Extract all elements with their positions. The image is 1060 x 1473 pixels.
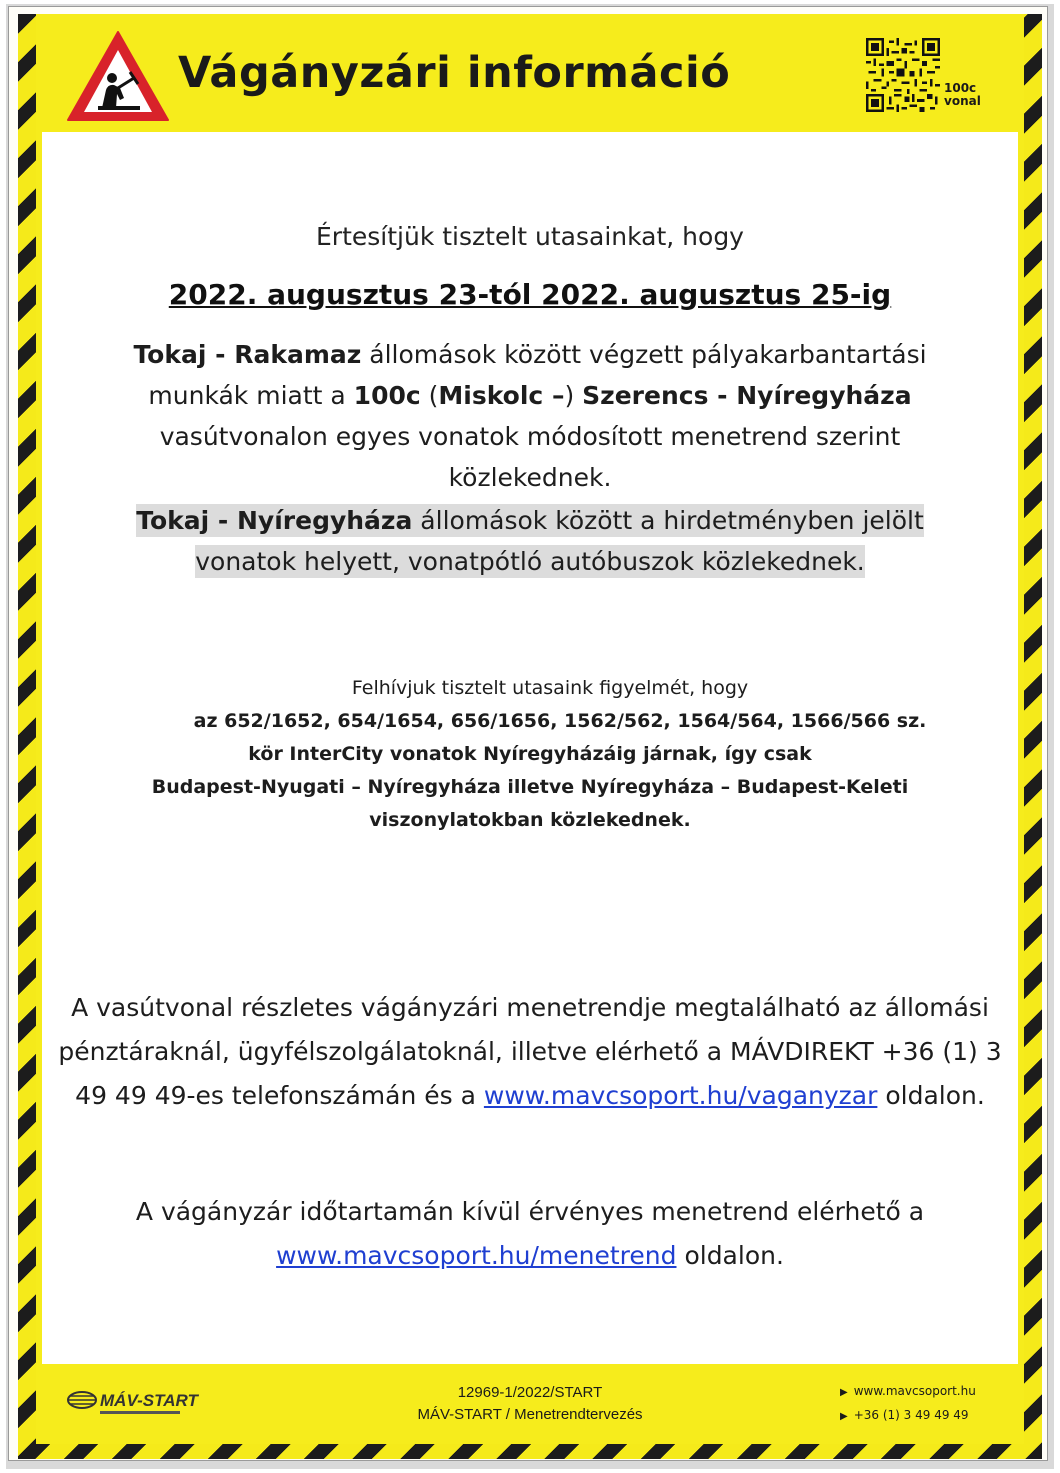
menetrend-link[interactable]: www.mavcsoport.hu/menetrend bbox=[276, 1241, 677, 1270]
text: viszonylatokban közlekednek. bbox=[369, 809, 691, 831]
text: A vágányzár időtartamán kívül érvényes menetrend elérhető a bbox=[135, 1197, 925, 1226]
paragraph-modified-timetable bbox=[42, 334, 1018, 498]
separator: - bbox=[206, 340, 235, 369]
arrow-right-icon: ▶ bbox=[840, 1387, 848, 1398]
route-tokaj-nyiregyhaza: Tokaj - Nyíregyháza bbox=[136, 506, 413, 535]
station-rakamaz: Rakamaz bbox=[234, 340, 362, 369]
footer-phone: +36 (1) 3 49 49 49 bbox=[853, 1408, 969, 1422]
paragraph-detailed-timetable bbox=[42, 986, 1018, 1118]
doc-number: 12969-1/2022/START bbox=[457, 1384, 603, 1401]
text: kör InterCity vonatok Nyíregyházáig járnak, így csak bbox=[248, 743, 812, 765]
text: Felhívjuk tisztelt utasaink figyelmét, hogy bbox=[351, 677, 749, 699]
text: állomások között végzett pályakarbantartási munkák miatt a bbox=[148, 340, 927, 410]
text: A vasútvonal részletes vágányzári menetrendje megtalálható az állomási pénztáraknál, ügyfélszolgálatoknál, illetve elérhető a MÁVDIREKT +36 (1) 3 49 49 49-es telefonszámán és a bbox=[58, 993, 1002, 1110]
route-szerencs-nyiregyhaza: Szerencs - Nyíregyháza bbox=[582, 381, 912, 410]
arrow-right-icon: ▶ bbox=[840, 1411, 848, 1422]
text: oldalon. bbox=[877, 1081, 985, 1110]
qr-label-line2: vonal bbox=[944, 94, 981, 108]
paragraph-replacement-bus bbox=[42, 500, 1018, 582]
intro-text: Értesítjük tisztelt utasainkat, hogy bbox=[316, 222, 744, 251]
footer-doc-info bbox=[340, 1382, 720, 1426]
city-miskolc: Miskolc – bbox=[438, 381, 565, 410]
qr-line-label bbox=[944, 82, 981, 108]
text: vonatok helyett, vonatpótló autóbuszok közlekednek. bbox=[195, 547, 865, 576]
paragraph-regular-timetable bbox=[42, 1190, 1018, 1278]
department: MÁV-START / Menetrendtervezés bbox=[417, 1406, 643, 1423]
qr-code-icon[interactable] bbox=[866, 38, 940, 112]
mav-start-logo bbox=[64, 1382, 224, 1422]
paragraph-intercity-notice bbox=[42, 672, 1018, 837]
page-title: Vágányzári információ bbox=[178, 48, 731, 98]
footer-website[interactable]: www.mavcsoport.hu bbox=[853, 1384, 976, 1398]
text: Budapest-Nyugati – Nyíregyháza illetve Nyíregyháza – Budapest-Keleti bbox=[151, 776, 909, 798]
text: ( bbox=[420, 381, 439, 410]
qr-label-line1: 100c bbox=[944, 81, 977, 95]
line-number: 100c bbox=[353, 381, 421, 410]
logo-text: MÁV-START bbox=[100, 1391, 198, 1410]
train-numbers: az 652/1652, 654/1654, 656/1656, 1562/562, 1564/564, 1566/566 sz. bbox=[193, 710, 927, 732]
footer-contact bbox=[840, 1380, 976, 1428]
vaganyzar-link[interactable]: www.mavcsoport.hu/vaganyzar bbox=[483, 1081, 878, 1110]
text: oldalon. bbox=[676, 1241, 784, 1270]
station-tokaj: Tokaj bbox=[133, 340, 207, 369]
date-range: 2022. augusztus 23-tól 2022. augusztus 25-ig bbox=[168, 278, 892, 311]
warning-worker-icon bbox=[64, 28, 172, 124]
text: vasútvonalon egyes vonatok módosított menetrend szerint közlekednek. bbox=[159, 422, 901, 492]
text: állomások között a hirdetményben jelölt bbox=[412, 506, 924, 535]
text: ) bbox=[564, 381, 583, 410]
